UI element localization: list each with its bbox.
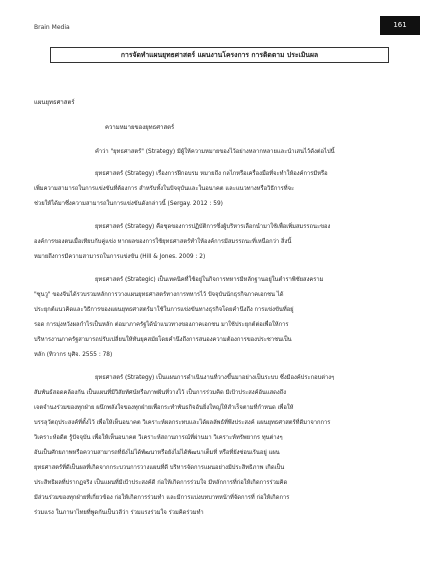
paragraph-line: มีส่วนร่วมของทุกฝ่ายที่เกี่ยวข้อง ก่อให้เกิดการร่วมทำ และมีการแบ่งบทบาทหน้าที่จัดการที่ ก่อให้เกิดการ [34, 495, 290, 501]
publisher-name: Brain Media [34, 24, 70, 31]
paragraph-line: ยุทธศาสตร์ (Strategy) เป็นแผนการดำเนินงานที่วางขึ้นมาอย่างเป็นระบบ ซึ่งมีองค์ประกอบต่างๆ [95, 375, 335, 381]
paragraph-line: สัมพันธ์สอดคล้องกัน เป็นแผนที่มีวิสัยทัศน์หรือภาพฝันที่วางไว้ เป็นการร่วมคิด มีเป้าประสงค์อันแสดงถึง [34, 390, 287, 396]
chapter-title: การจัดทำแผนยุทธศาสตร์ แผนงานโครงการ การติดตาม ประเมินผล [50, 47, 389, 63]
paragraph-line: ช่วยให้ได้มาซึ่งความสามารถในการแข่งขันดังกล่าวนี้ (Sergay. 2012 : 59) [34, 201, 223, 207]
paragraph-line: ประสิทธิผลที่ปรากฏจริง เป็นแผนที่มีเป้าประสงค์ดี ก่อให้เกิดการร่วมใจ มีหลักการที่ก่อให้เกิดการร่วมคิด [34, 480, 288, 486]
paragraph-line: เพิ่มความสามารถในการแข่งขันที่ต้องการ สำหรับทั้งในปัจจุบันและในอนาคต และแนวทางหรือวิธีการที่จะ [34, 186, 295, 192]
paragraph-line: ยุทธศาสตร์ที่ดีเป็นผลที่เกิดจากกระบวนการวางแผนที่ดี บริหารจัดการแผนอย่างมีประสิทธิภาพ เกิดเป็น [34, 465, 285, 471]
paragraph-line: หลัก (ทิวากร บุศิจ. 2555 : 78) [34, 352, 113, 358]
paragraph-line: คำว่า "ยุทธศาสตร์" (Strategy) มีผู้ให้ความหมายของไว้อย่างหลากหลายและนำเสนไว้ดังต่อไปนี้ [95, 149, 335, 155]
section-heading: แผนยุทธศาสตร์ [34, 99, 75, 106]
paragraph-line: ยุทธศาสตร์ (Strategy) คือชุดของการปฏิบัติการซึ่งผู้บริหารเลือกนำมาใช้เพื่อเพิ่มสมรรถนะของ [95, 224, 331, 230]
paragraph-line: "ซุนวู" ของจีนได้รวบรวมหลักการวางแผนยุทธศาสตร์ทางการทหารไว้ ปัจจุบันนักธุรกิจภาคเอกชน ได้ [34, 292, 284, 298]
paragraph-line: ประยุกต์แนวคิดและวิธีการของแผนยุทธศาสตร์มาใช้ในการแข่งขันทางธุรกิจโดยคำนึงถึง การแข่งขันที่อยู่ [34, 307, 294, 313]
sub-heading: ความหมายของยุทธศาสตร์ [105, 124, 175, 131]
paragraph-line: วิเคราะห์อดีต รู้ปัจจุบัน เพื่อให้เห็นอนาคต วิเคราะห์สถานการณ์ที่ผ่านมา วิเคราะห์ทรัพยากร ทุนต่างๆ [34, 435, 283, 441]
paragraph-line: องค์การของตนเมื่อเทียบกับคู่แข่ง หากผลของการใช้ยุทธศาสตร์ทำให้องค์การมีสมรรถนะที่เหนือกว่า สิ่งนี้ [34, 239, 292, 245]
paragraph-line: ร่วมแรง ในภาษาไทยที่พูดกันเป็นวลีว่า ร่วมแรงร่วมใจ ร่วมคิดร่วมทำ [34, 510, 204, 516]
paragraph-line: หมายถึงการมีความสามารถในการแข่งขัน (Hill & Jones. 2009 : 2) [34, 254, 206, 260]
paragraph-line: บริหารงานภาครัฐสามารถปรับเปลี่ยนให้ทันยุคสมัยโดยคำนึงถึงการสนองความต้องการของประชาชนเป็น [34, 337, 292, 343]
paragraph-line: ยุทธศาสตร์ (Strategic) เป็นเทคนิคที่ใช้อยู่ในกิจการทหารมีหลักฐานอยู่ในตำราพิชัยสงคราม [95, 277, 324, 283]
paragraph-line: ยุทธศาสตร์ (Strategy) เรื่องการฝึกอบรม หมายถึง กลไกหรือเครื่องมือที่จะทำให้องค์การมีหรือ [95, 171, 328, 177]
paragraph-line: อันเป็นศักยภาพหรือความสามารถที่ยังไม่ได้พัฒนาหรือยังไม่ได้พัฒนาเต็มที่ หรือที่ยังซ่อนเร้นอยู่ แผน [34, 450, 280, 456]
paragraph-line: เจตจำนงร่วมของทุกฝ่าย ผนึกพลังใจของทุกฝ่ายเพื่อกระทำพันธกิจอันยิ่งใหญ่ให้สำเร็จตามที่กำหนด เพื่อให้ [34, 405, 294, 411]
page-number: 161 [380, 16, 420, 35]
paragraph-line: รอด การมุ่งหวังผลกำไรเป็นหลัก ต่อมาภาครัฐได้นำแนวทางของภาคเอกชน มาใช้ประยุกต์ต่อเพื่อให้การ [34, 322, 289, 328]
paragraph-line: บรรลุวัตถุประสงค์ที่ตั้งไว้ เพื่อให้เห็นอนาคต วิเคราะห์ผลกระทบและได้ผลลัพธ์ที่พึงประสงค์ แผนยุทธศาสตร์ที่ดีมาจากการ [34, 420, 331, 426]
